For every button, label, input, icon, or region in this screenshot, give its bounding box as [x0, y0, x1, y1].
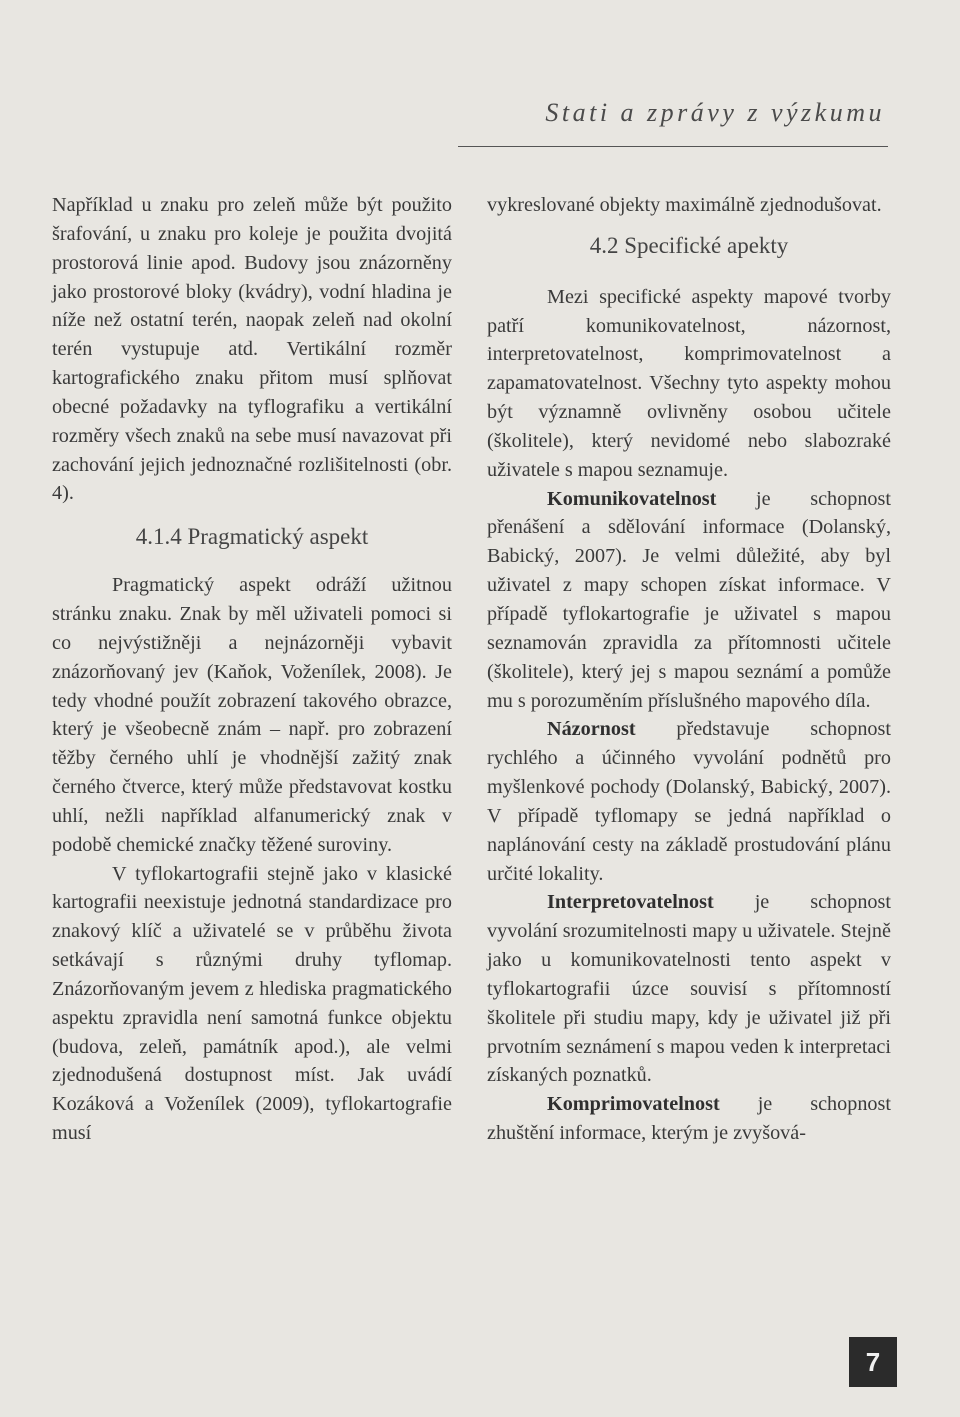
- paragraph: V tyflokartografii stejně jako v klasické kartografii neexistuje jednotná standardizace pro znakový klíč a uživatelé se v průběhu života setkávají s různými druhy tyflomap. Znázorňovaným jevem z hlediska pragmatického aspektu zpravidla není samotná funkce objektu (budova, zeleň, památník apod.), ale velmi zjednodušená dostupnost míst. Jak uvádí Kozáková a Voženílek (2009), tyflokartografie musí: [52, 862, 452, 1145]
- term-label: Komprimovatelnost: [547, 1093, 720, 1116]
- paragraph: [487, 1090, 891, 1148]
- term-definition: představuje schopnost rychlého a účinného vyvolání podnětů pro myšlenkové pochody (Dolanský, Babický, 2007). V případě tyflomapy se jedná například o naplánování cesty na základě prostudování plánu určité lokality.: [487, 718, 891, 885]
- paragraph: [487, 888, 891, 1090]
- paragraph: Mezi specifické aspekty mapové tvorby patří komunikovatelnost, názornost, interpretovatelnost, komprimovatelnost a zapamatovatelnost. Všechny tyto aspekty mohou být významně ovlivněny osobou učitele (školitele), který nevidomé nebo slabozraké uživatele s mapou seznamuje.: [487, 285, 891, 481]
- term-definition: je schopnost přenášení a sdělování informace (Dolanský, Babický, 2007). Je velmi důležité, aby byl uživatel z mapy schopen získat informace. V případě tyflokartografie je uživatel s mapou seznamován zpravidla za přítomnosti učitele (školitele), který jej s mapou seznámí a pomůže mu s porozuměním příslušného mapového díla.: [487, 487, 891, 712]
- section-heading: 4.1.4 Pragmatický aspekt: [135, 524, 369, 550]
- paragraph: Například u znaku pro zeleň může být použito šrafování, u znaku pro koleje je použita dvojitá prostorová linie apod. Budovy jsou znázorněny jako prostorové bloky (kvádry), vodní hladina je níže než ostatní terén, naopak zeleň nad okolní terén vystupuje atd. Vertikální rozměr kartografického znaku přitom musí splňovat obecné požadavky na tyflografiku a vertikální rozměry všech znaků na sebe musí navazovat při zachování jejich jednoznačné rozlišitelnosti (obr. 4).: [52, 194, 452, 505]
- term-definition: je schopnost zhuštění informace, kterým je zvyšová-: [487, 1093, 891, 1145]
- paragraph: vykreslované objekty maximálně zjednodušovat.: [487, 194, 882, 216]
- left-column: [52, 191, 452, 1148]
- page-number-badge: 7: [849, 1337, 897, 1387]
- right-column: [487, 191, 891, 1148]
- section-title: Stati a zprávy z výzkumu: [545, 98, 885, 127]
- paragraph: [487, 485, 891, 716]
- paragraph: [487, 715, 891, 888]
- term-label: Komunikovatelnost: [547, 487, 717, 510]
- term-label: Interpretovatelnost: [547, 891, 714, 914]
- term-definition: je schopnost vyvolání srozumitelnosti mapy u uživatele. Stejně jako u komunikovatelnosti tento aspekt v tyflokartografii úzce souvisí s přítomností školitele při studiu mapy, kdy je uživatel již při prvotním seznámení s mapou veden k interpretaci získaných poznatků.: [487, 891, 891, 1087]
- header-divider: [458, 146, 888, 147]
- term-label: Názornost: [547, 718, 636, 741]
- section-heading: 4.2 Specifické apekty: [589, 232, 789, 258]
- paragraph: Pragmatický aspekt odráží užitnou stránku znaku. Znak by měl uživateli pomoci si co nejvýstižněji a nejnázorněji vybavit znázorňovaný jev (Kaňok, Voženílek, 2008). Je tedy vhodné použít zobrazení takového obrazce, který je všeobecně znám – např. pro zobrazení těžby černého uhlí je vhodnější zažitý znak černého čtverce, který může představovat kostku uhlí, nežli například alfanumerický znak v podobě chemické značky těžené suroviny.: [52, 574, 452, 856]
